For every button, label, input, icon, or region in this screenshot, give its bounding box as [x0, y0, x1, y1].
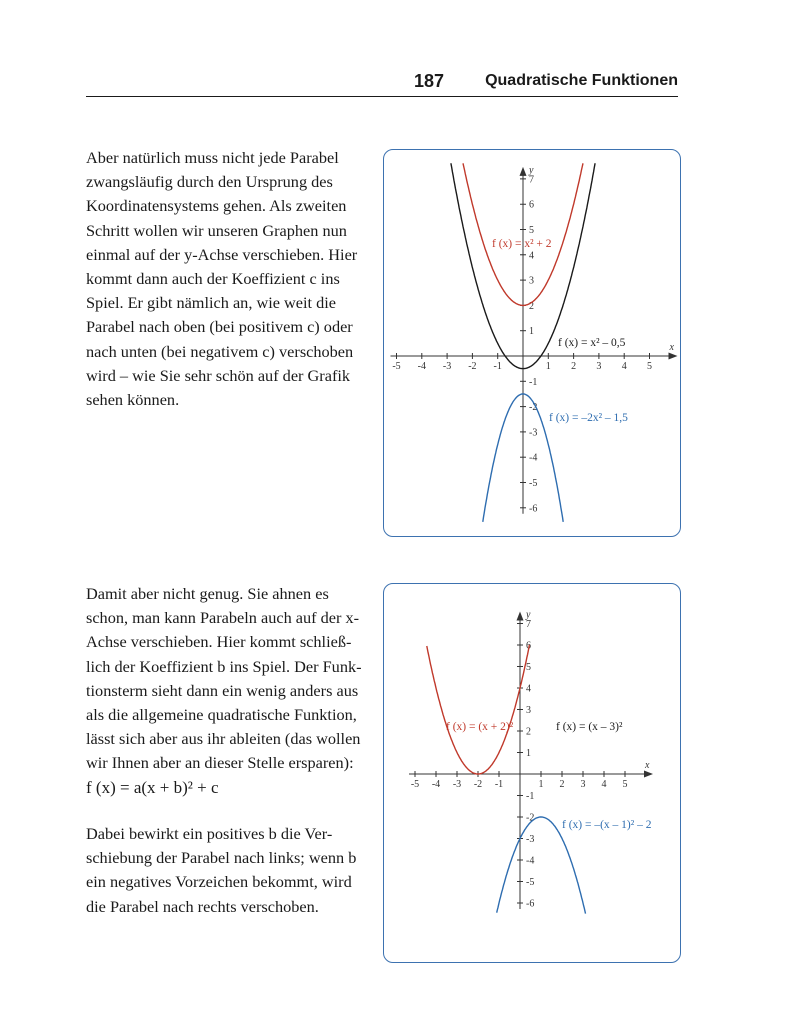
text-line: sehen können.: [86, 390, 180, 410]
y-tick-label: 4: [526, 683, 531, 695]
text-line: Schritt wollen wir unseren Graphen nun: [86, 220, 347, 240]
x-axis-label: x: [669, 342, 674, 353]
x-tick-label: 1: [545, 361, 551, 372]
function-label-3: f (x) = –2x² – 1,5: [549, 412, 628, 424]
text-line: Achse verschieben. Hier kommt schließ-: [86, 632, 352, 652]
x-tick-label: 3: [596, 361, 602, 372]
x-tick-label: -4: [417, 361, 426, 372]
x-tick-label: 5: [622, 779, 628, 790]
text-line: Aber natürlich muss nicht jede Parabel: [86, 148, 339, 167]
y-tick-label: -5: [526, 877, 535, 888]
text-line: nach unten (bei negativem c) verschoben: [86, 341, 354, 361]
y-axis-label: y: [526, 609, 531, 621]
paragraph-shift-x: [86, 582, 369, 800]
text-line: schiebung der Parabel nach links; wenn b: [86, 848, 357, 868]
text-line: Spiel. Er gibt nämlich an, wie weit die: [86, 293, 337, 313]
x-tick-label: 2: [571, 361, 577, 372]
chapter-title: Quadratische Funktionen: [485, 72, 678, 89]
x-tick-label: -2: [468, 361, 477, 372]
x-tick-label: -3: [442, 361, 452, 372]
parabola-chart-2: [384, 584, 680, 962]
text-line: zwangsläufig durch den Ursprung des: [86, 172, 333, 192]
y-tick-label: 7: [526, 619, 531, 630]
y-tick-label: 6: [529, 199, 534, 211]
y-tick-label: 1: [526, 748, 531, 759]
x-tick-label: -5: [410, 779, 420, 790]
y-tick-label: 5: [529, 225, 534, 236]
x-tick-label: 4: [621, 361, 627, 372]
text-line: als die allgemeine quadratische Funktion,: [86, 705, 357, 725]
text-line: kommt dann auch der Koeffizient c ins: [86, 269, 340, 289]
text-line: wir Ihnen aber an dieser Stelle ersparen):: [86, 753, 354, 773]
y-tick-label: -4: [526, 855, 535, 867]
text-line: schon, man kann Parabeln auch auf der x-: [86, 608, 360, 628]
function-label-2: f (x) = x² – 0,5: [558, 337, 626, 349]
text-line: tionsterm sieht dann ein wenig anders aus: [86, 680, 359, 700]
page-number: 187: [414, 71, 445, 91]
text-line: ein negatives Vorzeichen bekommt, wird: [86, 872, 352, 892]
y-axis-arrow: [520, 167, 527, 176]
y-tick-label: 3: [529, 275, 534, 287]
y-axis-arrow: [517, 612, 524, 621]
y-tick-label: 3: [526, 705, 531, 716]
function-label-2: f (x) = (x – 3)²: [556, 721, 623, 733]
y-tick-label: 7: [529, 174, 534, 186]
text-line: Dabei bewirkt ein positives b die Ver-: [86, 824, 333, 843]
vertex-form-formula: f (x) = a(x + b)² + c: [86, 777, 219, 797]
y-tick-label: -2: [529, 402, 538, 414]
y-tick-label: -1: [526, 791, 535, 802]
x-tick-label: -5: [392, 361, 401, 372]
figure-horizontal-shift: [383, 583, 681, 963]
y-tick-label: -3: [529, 427, 538, 439]
y-tick-label: 4: [529, 250, 534, 262]
y-tick-label: -3: [526, 834, 535, 845]
x-tick-label: 2: [559, 779, 565, 790]
parabola-chart-1: [384, 150, 680, 536]
x-tick-label: -2: [473, 779, 483, 790]
text-line: Damit aber nicht genug. Sie ahnen es: [86, 584, 329, 603]
function-label-3: f (x) = –(x – 1)² – 2: [562, 819, 652, 831]
x-axis-label: x: [645, 760, 650, 771]
x-tick-label: 4: [601, 779, 607, 790]
function-label-1: f (x) = (x + 2)²: [446, 721, 514, 733]
y-tick-label: -6: [529, 503, 538, 515]
y-tick-label: -4: [529, 452, 538, 464]
y-tick-label: -2: [526, 812, 535, 824]
x-axis-arrow: [669, 353, 678, 360]
x-axis-arrow: [644, 771, 653, 778]
paragraph-shift-y: [86, 146, 369, 412]
x-tick-label: -3: [452, 779, 462, 790]
y-tick-label: 5: [526, 662, 531, 673]
x-tick-label: 3: [580, 779, 586, 790]
y-tick-label: 1: [529, 326, 534, 338]
y-tick-label: -6: [526, 898, 535, 910]
text-line: Parabel nach oben (bei positivem c) oder: [86, 317, 353, 337]
x-tick-label: -1: [493, 361, 502, 372]
figure-vertical-shift: [383, 149, 681, 537]
text-line: Koordinatensystems gehen. Als zweiten: [86, 196, 347, 216]
parabola-curve-3: [497, 817, 586, 914]
x-tick-label: -4: [431, 779, 441, 790]
x-tick-label: 5: [647, 361, 652, 372]
y-tick-label: 6: [526, 640, 531, 652]
y-tick-label: -5: [529, 478, 538, 489]
text-line: lässt sich aber aus ihr ableiten (das wollen: [86, 729, 361, 749]
parabola-curve-1: [427, 645, 530, 774]
function-label-1: f (x) = x² + 2: [492, 238, 552, 250]
text-line: die Parabel nach rechts verschoben.: [86, 896, 319, 916]
text-line: einmal auf der y-Achse verschieben. Hier: [86, 244, 358, 264]
x-tick-label: 1: [538, 779, 544, 790]
x-tick-label: -1: [494, 779, 504, 790]
text-line: wird – wie Sie sehr schön auf der Grafik: [86, 365, 351, 385]
text-line: lich der Koeffizient b ins Spiel. Der Funk-: [86, 656, 362, 676]
y-tick-label: 2: [526, 726, 531, 738]
y-tick-label: -1: [529, 376, 538, 388]
y-tick-label: 2: [529, 300, 534, 312]
y-axis-label: y: [529, 164, 534, 176]
paragraph-direction: [86, 822, 369, 919]
page-header: [86, 68, 678, 97]
